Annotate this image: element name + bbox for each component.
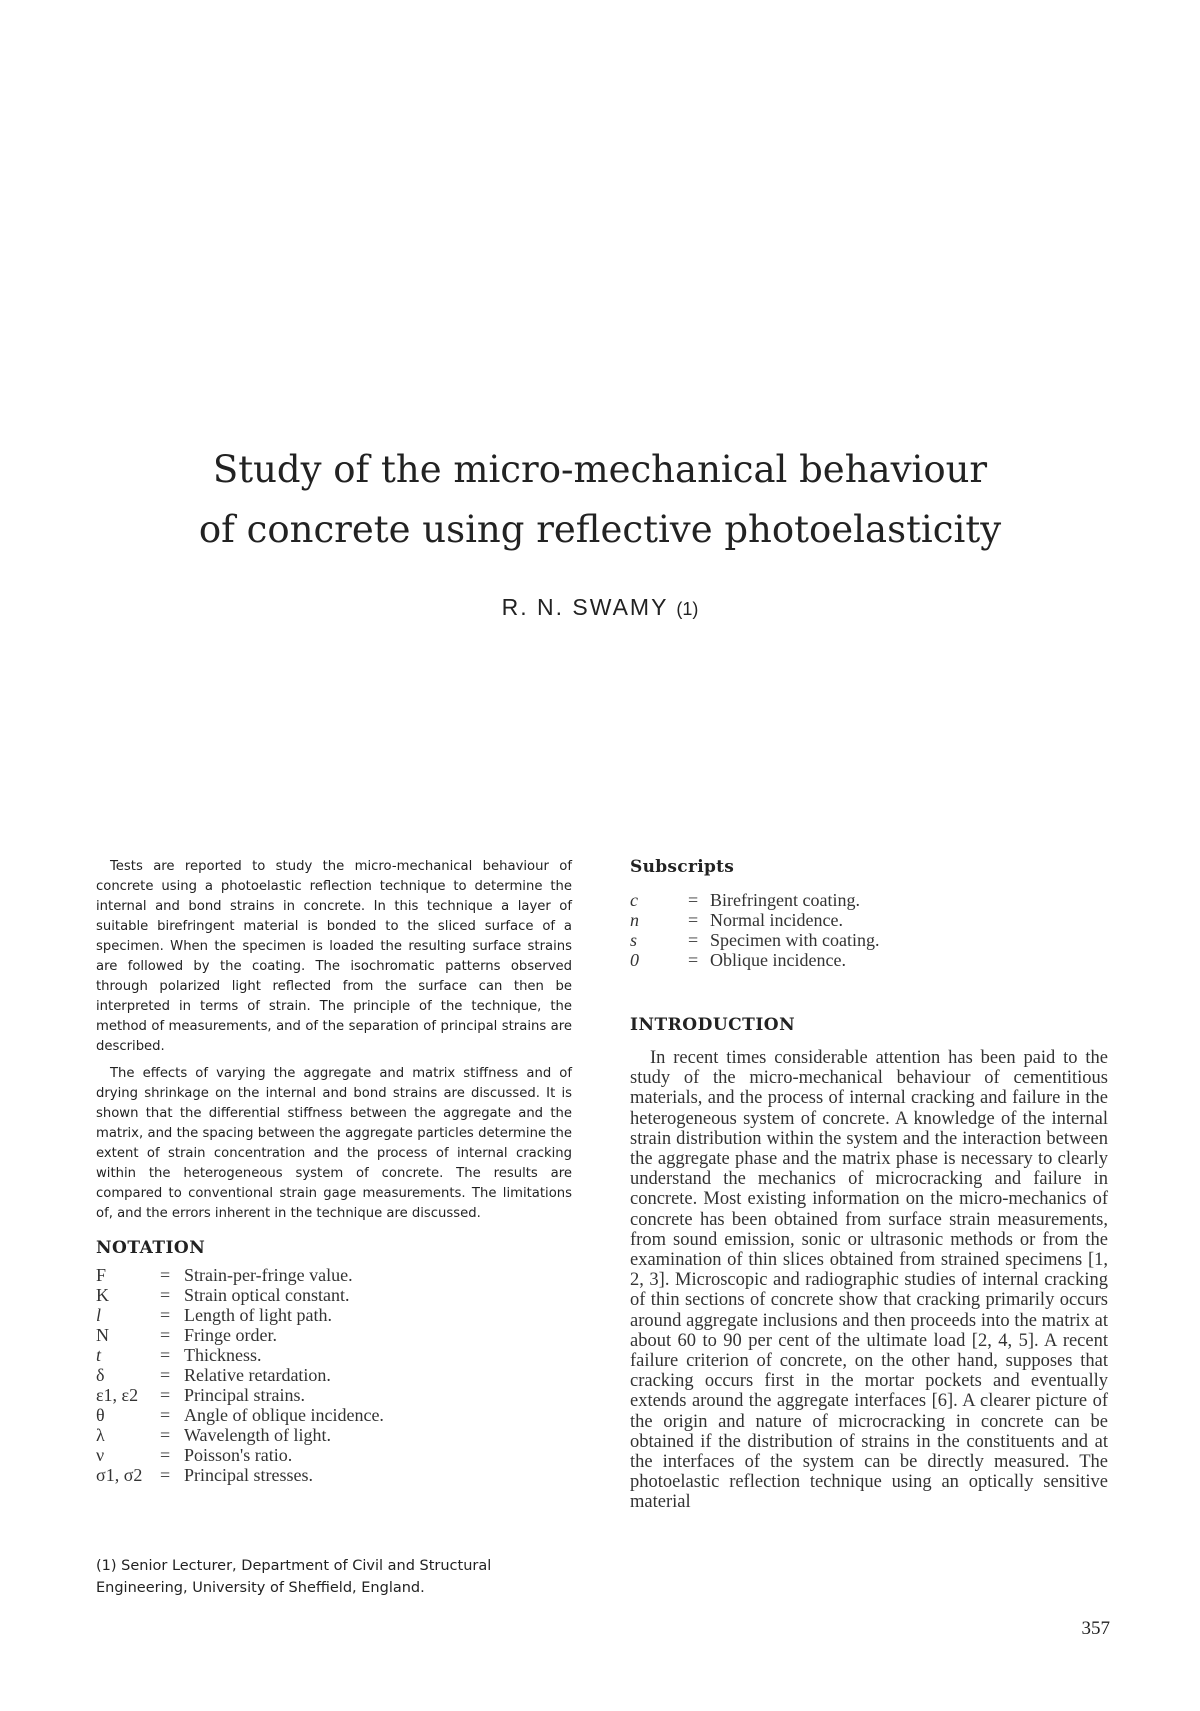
subscript-definition: Birefringent coating.	[710, 890, 860, 910]
author-footnote	[96, 1555, 576, 1599]
subscript-equals: =	[688, 930, 699, 950]
notation-row	[96, 1345, 384, 1365]
notation-equals: =	[160, 1465, 171, 1485]
notation-symbol: F	[96, 1265, 107, 1285]
notation-symbol: λ	[96, 1425, 105, 1445]
notation-symbol: l	[96, 1305, 102, 1325]
notation-row	[96, 1425, 384, 1445]
introduction-heading: INTRODUCTION	[630, 1015, 796, 1035]
abstract-paragraph: Tests are reported to study the micro-mechanical behaviour of concrete using a photoelastic reflection technique to determine the internal and bond strains in concrete. In this technique a layer of suitable birefringent material is bonded to the sliced surface of a specimen. When the specimen is loaded the resulting surface strains are followed by the coating. The isochromatic patterns observed through polarized light reflected from the surface can then be interpreted in terms of strain. The principle of the technique, the method of measurements, and of the separation of principal strains are described.	[96, 859, 572, 1054]
notation-definition: Relative retardation.	[184, 1365, 331, 1385]
footnote-text: Senior Lecturer, Department of Civil and Structural Engineering, University of Sheffield, England.	[96, 1558, 492, 1596]
notation-definition: Strain-per-fringe value.	[184, 1265, 353, 1285]
notation-row	[96, 1325, 384, 1345]
author-name: R. N. SWAMY	[501, 594, 668, 620]
notation-row	[96, 1445, 384, 1465]
notation-equals: =	[160, 1425, 171, 1445]
notation-equals: =	[160, 1265, 171, 1285]
paper-title	[0, 440, 1200, 560]
subscript-symbol: s	[630, 930, 638, 950]
subscript-definition: Specimen with coating.	[710, 930, 880, 950]
notation-definition: Fringe order.	[184, 1325, 277, 1345]
subscripts-list	[630, 890, 879, 970]
notation-row	[96, 1285, 384, 1305]
notation-symbol: t	[96, 1345, 102, 1365]
footnote-marker: (1)	[96, 1558, 117, 1574]
notation-symbol: δ	[96, 1365, 105, 1385]
notation-definition: Poisson's ratio.	[184, 1445, 293, 1465]
subscript-row	[630, 910, 879, 930]
notation-equals: =	[160, 1385, 171, 1405]
subscript-row	[630, 950, 879, 970]
author-footnote-marker: (1)	[676, 599, 699, 619]
notation-row	[96, 1305, 384, 1325]
notation-symbol: K	[96, 1285, 109, 1305]
abstract-paragraph: The effects of varying the aggregate and matrix stiffness and of drying shrinkage on the internal and bond strains are discussed. It is shown that the differential stiffness between the aggregate and the matrix, and the spacing between the aggregate particles determine the extent of strain concentration and the process of internal cracking within the heterogeneous system of concrete. The results are compared to conventional strain gage measurements. The limitations of, and the errors inherent in the technique are discussed.	[96, 1066, 572, 1221]
subscript-definition: Oblique incidence.	[710, 950, 846, 970]
notation-row	[96, 1365, 384, 1385]
notation-equals: =	[160, 1405, 171, 1425]
notation-row	[96, 1265, 384, 1285]
subscript-row	[630, 930, 879, 950]
subscripts-heading: Subscripts	[630, 857, 735, 877]
notation-equals: =	[160, 1305, 171, 1325]
notation-equals: =	[160, 1345, 171, 1365]
notation-symbol: ε1, ε2	[96, 1385, 139, 1405]
subscript-equals: =	[688, 950, 699, 970]
introduction-body: In recent times considerable attention has been paid to the study of the micro-mechanical behaviour of cementitious materials, and the process of internal cracking and failure in the heterogeneous system of concrete. A knowledge of the internal strain distribution within the system and the interaction between the aggregate phase and the matrix phase is necessary to clearly understand the mechanics of microcracking and failure in concrete. Most existing information on the micro-mechanics of concrete has been obtained from surface strain measurements, from sound emission, sonic or ultrasonic methods or from the examination of thin slices obtained from strained specimens [1, 2, 3]. Microscopic and radiographic studies of internal cracking of thin sections of concrete show that cracking primarily occurs around aggregate inclusions and then proceeds into the matrix at about 60 to 90 per cent of the ultimate load [2, 4, 5]. A recent failure criterion of concrete, on the other hand, supposes that cracking occurs first in the mortar pockets and eventually extends around the aggregate interfaces [6]. A clearer picture of the origin and nature of microcracking in concrete can be obtained if the distribution of strains in the constituents and at the interfaces of the system can be directly measured. The photoelastic reflection technique using an optically sensitive material	[630, 1048, 1108, 1513]
subscript-equals: =	[688, 890, 699, 910]
notation-symbol: ν	[96, 1445, 105, 1465]
notation-definition: Thickness.	[184, 1345, 262, 1365]
notation-equals: =	[160, 1285, 171, 1305]
notation-definition: Principal strains.	[184, 1385, 305, 1405]
notation-equals: =	[160, 1445, 171, 1465]
notation-heading: NOTATION	[96, 1238, 206, 1258]
notation-row	[96, 1385, 384, 1405]
notation-definition: Angle of oblique incidence.	[184, 1405, 384, 1425]
notation-row	[96, 1405, 384, 1425]
notation-definition: Strain optical constant.	[184, 1285, 350, 1305]
notation-symbol: θ	[96, 1405, 105, 1425]
notation-definition: Principal stresses.	[184, 1465, 313, 1485]
notation-definition: Wavelength of light.	[184, 1425, 332, 1445]
notation-row	[96, 1465, 384, 1485]
subscript-symbol: n	[630, 910, 639, 930]
subscript-definition: Normal incidence.	[710, 910, 843, 930]
title-line-1: Study of the micro-mechanical behaviour	[212, 448, 988, 491]
notation-equals: =	[160, 1325, 171, 1345]
author-line	[0, 594, 1200, 621]
subscript-symbol: c	[630, 890, 638, 910]
notation-symbol: N	[96, 1325, 109, 1345]
page-number: 357	[1081, 1618, 1110, 1639]
notation-symbol: σ1, σ2	[96, 1465, 143, 1485]
subscript-symbol: 0	[630, 950, 639, 970]
subscript-equals: =	[688, 910, 699, 930]
subscript-row	[630, 890, 879, 910]
title-line-2: of concrete using reflective photoelasticity	[198, 508, 1002, 551]
notation-equals: =	[160, 1365, 171, 1385]
notation-definition: Length of light path.	[184, 1305, 332, 1325]
notation-list	[96, 1265, 384, 1485]
abstract	[96, 857, 572, 1231]
